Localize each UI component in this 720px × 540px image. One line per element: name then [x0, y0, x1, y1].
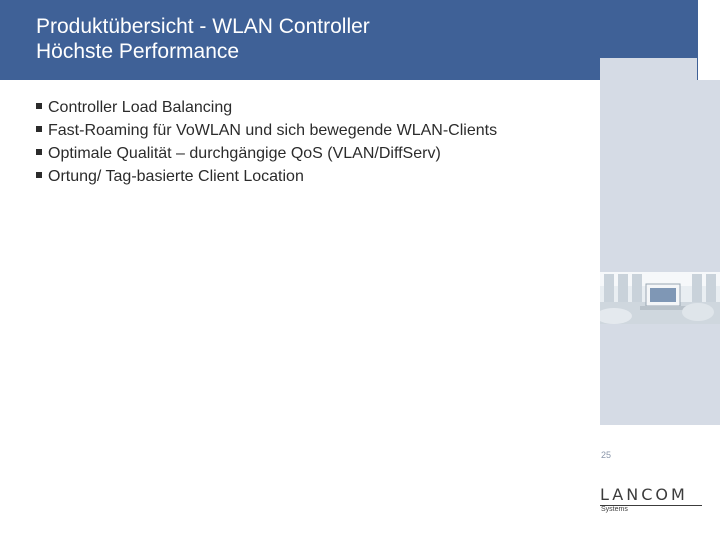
header-gap [698, 0, 720, 80]
bullet-item: Controller Load Balancing [36, 96, 497, 119]
lancom-logo [600, 486, 704, 516]
logo-subtitle: Systems [601, 506, 628, 513]
slide-title-line-1: Produktübersicht - WLAN Controller [36, 15, 370, 38]
bullet-marker [36, 126, 42, 132]
bullet-marker [36, 149, 42, 155]
bullet-marker [36, 103, 42, 109]
bullet-list [36, 96, 497, 188]
office-photo [600, 272, 720, 324]
page-number: 25 [601, 450, 612, 460]
side-panel [600, 80, 720, 425]
bullet-item: Ortung/ Tag-basierte Client Location [36, 165, 497, 188]
logo-wordmark: LANCOM [600, 485, 688, 504]
bullet-item: Fast-Roaming für VoWLAN und sich bewegende WLAN-Clients [36, 119, 497, 142]
header-accent-block [600, 58, 697, 80]
bullet-marker [36, 172, 42, 178]
slide-title-line-2: Höchste Performance [36, 40, 240, 63]
slide-title [36, 14, 370, 64]
bullet-item: Optimale Qualität – durchgängige QoS (VLAN/DiffServ) [36, 142, 497, 165]
